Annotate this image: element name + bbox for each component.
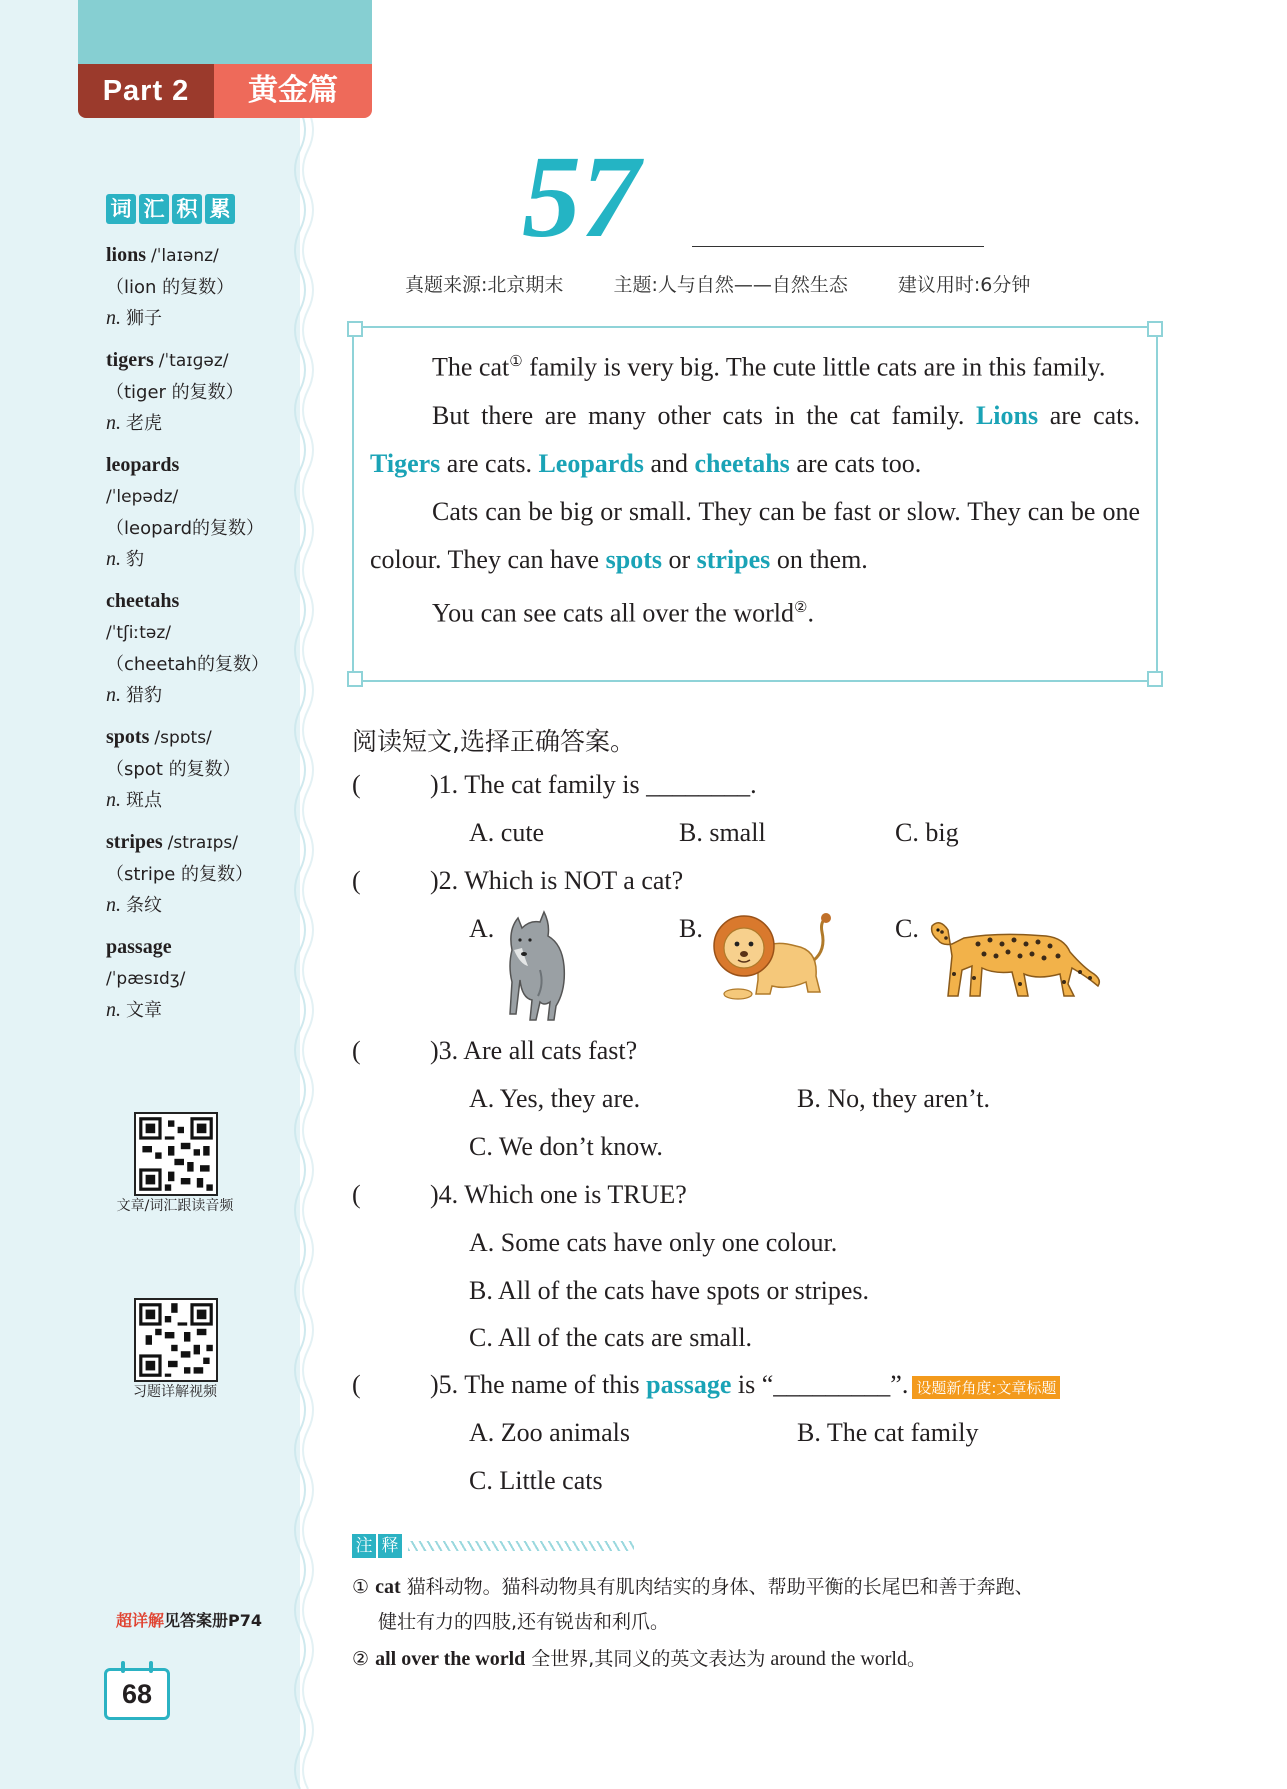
vocab-meaning: 斑点 — [126, 790, 162, 811]
frame-corner — [1147, 321, 1163, 337]
vocab-meaning: 老虎 — [126, 413, 162, 434]
note-text: 健壮有力的四肢,还有锐齿和利爪。 — [378, 1611, 670, 1633]
vocab-meaning: 猎豹 — [126, 685, 162, 706]
vocab-entry-passage — [106, 932, 296, 1026]
q1-option-a: A. cute — [469, 818, 545, 847]
vocab-entry-cheetahs — [106, 586, 296, 711]
q2-option-a: A. — [469, 914, 495, 943]
q4-option-c: C. All of the cats are small. — [469, 1323, 753, 1352]
lesson-source: 真题来源:北京期末 — [405, 274, 564, 296]
vocab-phonetic: /ˈlaɪənz/ — [151, 246, 219, 266]
title-blank-line — [692, 246, 984, 247]
vocab-phonetic: /spɒts/ — [154, 728, 212, 748]
page-number: 68 — [104, 1668, 170, 1720]
question-text: is “_________”. — [731, 1370, 909, 1399]
vocab-phonetic: /ˈpæsɪdʒ/ — [106, 969, 186, 989]
passage-text: or — [661, 544, 697, 574]
vocab-meaning: 豹 — [126, 549, 144, 570]
q5-option-a: A. Zoo animals — [469, 1418, 631, 1447]
keyword-stripes: stripes — [696, 544, 771, 574]
vocab-phonetic: /straɪps/ — [167, 833, 239, 853]
question-1 — [352, 770, 757, 800]
answer-ref-text: 见答案册P74 — [164, 1611, 263, 1630]
keyword-passage: passage — [646, 1370, 732, 1399]
note-english: around the world — [765, 1648, 907, 1670]
notes-divider — [408, 1541, 634, 1551]
note-text: 全世界,其同义的英文表达为 — [525, 1648, 766, 1670]
notes-title-char: 注 — [352, 1534, 376, 1558]
vocab-word: cheetahs — [106, 590, 180, 612]
qr-code-audio[interactable] — [134, 1112, 218, 1196]
vocab-list — [106, 240, 296, 1037]
wave-border — [292, 110, 322, 1789]
vocab-pos: n. — [106, 548, 121, 570]
reading-passage — [370, 338, 1140, 637]
vocab-note: （cheetah的复数） — [106, 654, 269, 675]
header-tab-strip — [78, 0, 372, 64]
keyword-leopards: Leopards — [538, 448, 644, 478]
q5-option-b: B. The cat family — [797, 1418, 979, 1447]
note-1 — [352, 1570, 1172, 1640]
q2-option-c: C. — [895, 914, 919, 943]
answer-paren[interactable]: ( — [352, 770, 361, 799]
answer-paren[interactable]: ( — [352, 866, 361, 895]
answer-ref-highlight: 超详解 — [116, 1611, 165, 1630]
question-5 — [352, 1370, 1060, 1400]
notes-title — [352, 1534, 634, 1558]
vocab-phonetic: /ˈlepədz/ — [106, 487, 179, 507]
vocab-word: tigers — [106, 349, 154, 371]
q4-option-b: B. All of the cats have spots or stripes. — [469, 1276, 870, 1305]
vocab-title — [106, 194, 235, 224]
question-text: )2. Which is NOT a cat? — [430, 866, 684, 895]
q1-option-c: C. big — [895, 818, 959, 847]
vocab-note: （lion 的复数） — [106, 277, 235, 298]
vocab-meaning: 文章 — [126, 1000, 162, 1021]
vocab-pos: n. — [106, 307, 121, 329]
passage-text: . — [807, 598, 814, 628]
vocab-entry-stripes — [106, 827, 296, 921]
vocab-phonetic: /ˈtaɪɡəz/ — [158, 351, 229, 371]
part-label: Part 2 — [78, 64, 214, 118]
vocab-title-char: 积 — [172, 194, 202, 224]
passage-text: family is very big. The cute little cats are in this family. — [522, 352, 1106, 382]
vocab-pos: n. — [106, 412, 121, 434]
vocab-word: stripes — [106, 831, 163, 853]
footnote-mark: ② — [793, 599, 808, 616]
notes-title-char: 释 — [378, 1534, 402, 1558]
note-mark: ① — [352, 1576, 370, 1598]
vocab-note: （tiger 的复数） — [106, 382, 244, 403]
question-instruction: 阅读短文,选择正确答案。 — [352, 727, 635, 756]
qr-code-icon — [136, 1114, 216, 1194]
qr-code-video[interactable] — [134, 1298, 218, 1382]
answer-reference — [116, 1608, 262, 1631]
footnote-mark: ① — [509, 354, 523, 370]
passage-paragraph — [370, 338, 1140, 392]
question-text: )3. Are all cats fast? — [430, 1036, 638, 1065]
vocab-entry-lions — [106, 240, 296, 334]
passage-text: and — [643, 448, 695, 478]
note-word: cat — [375, 1576, 401, 1598]
note-mark: ② — [352, 1648, 370, 1670]
q1-option-b: B. small — [679, 818, 766, 847]
note-2 — [352, 1642, 1172, 1677]
q3-option-b: B. No, they aren’t. — [797, 1084, 991, 1113]
vocab-word: spots — [106, 726, 150, 748]
q3-option-c: C. We don’t know. — [469, 1132, 663, 1161]
vocab-note: （leopard的复数） — [106, 518, 265, 539]
vocab-title-char: 词 — [106, 194, 136, 224]
passage-text: But there are many other cats in the cat family. — [432, 400, 976, 430]
lesson-number: 57 — [522, 131, 640, 262]
lesson-theme: 主题:人与自然——自然生态 — [613, 274, 848, 296]
passage-text: You can see cats all over the world — [432, 598, 794, 628]
qr-label-video: 习题详解视频 — [133, 1384, 217, 1400]
leopard-image — [928, 912, 1104, 1000]
passage-text: are cats too. — [789, 448, 922, 478]
passage-text: are cats. — [1038, 400, 1140, 430]
vocab-note: （spot 的复数） — [106, 759, 241, 780]
part-name: 黄金篇 — [214, 64, 372, 118]
vocab-meaning: 狮子 — [126, 308, 162, 329]
vocab-pos: n. — [106, 894, 121, 916]
vocab-pos: n. — [106, 999, 121, 1021]
vocab-phonetic: /ˈtʃiːtəz/ — [106, 623, 172, 643]
vocab-meaning: 条纹 — [126, 895, 162, 916]
passage-paragraph — [370, 392, 1140, 488]
answer-paren[interactable]: ( — [352, 1180, 361, 1209]
vocab-title-char: 汇 — [139, 194, 169, 224]
question-3 — [352, 1036, 637, 1066]
question-text: )1. The cat family is ________. — [430, 770, 757, 799]
question-2 — [352, 866, 683, 896]
vocab-pos: n. — [106, 789, 121, 811]
lion-image — [708, 910, 832, 1000]
vocab-entry-leopards — [106, 450, 296, 575]
frame-corner — [1147, 671, 1163, 687]
keyword-lions: Lions — [975, 400, 1039, 430]
lesson-meta — [405, 270, 1074, 297]
vocab-note: （stripe 的复数） — [106, 864, 254, 885]
note-text: 。 — [907, 1648, 927, 1670]
note-word: all over the world — [375, 1648, 526, 1670]
question-text: )4. Which one is TRUE? — [430, 1180, 687, 1209]
keyword-cheetahs: cheetahs — [694, 448, 790, 478]
passage-paragraph — [370, 584, 1140, 638]
vocab-word: leopards — [106, 454, 180, 476]
qr-label-audio: 文章/词汇跟读音频 — [116, 1198, 234, 1214]
vocab-pos: n. — [106, 684, 121, 706]
passage-paragraph — [370, 488, 1140, 584]
q3-option-a: A. Yes, they are. — [469, 1084, 641, 1113]
passage-text: on them. — [770, 544, 868, 574]
wolf-image — [500, 910, 572, 1022]
answer-paren[interactable]: ( — [352, 1036, 361, 1065]
passage-text: Cats can be big or small. They can be fast or slow. They can be one colour. They can have — [370, 496, 1140, 574]
keyword-tigers: Tigers — [370, 448, 441, 478]
answer-paren[interactable]: ( — [352, 1370, 361, 1399]
frame-corner — [347, 671, 363, 687]
keyword-spots: spots — [605, 544, 662, 574]
passage-text: The cat — [432, 352, 510, 382]
vocab-title-char: 累 — [205, 194, 235, 224]
note-text: 猫科动物。猫科动物具有肌肉结实的身体、帮助平衡的长尾巴和善于奔跑、 — [400, 1576, 1034, 1598]
new-angle-badge: 设题新角度:文章标题 — [912, 1376, 1060, 1399]
lesson-time: 建议用时:6分钟 — [897, 274, 1031, 296]
question-text: )5. The name of this — [430, 1370, 647, 1399]
q4-option-a: A. Some cats have only one colour. — [469, 1228, 838, 1257]
q5-option-c: C. Little cats — [469, 1466, 603, 1495]
passage-text: are cats. — [440, 448, 539, 478]
frame-corner — [347, 321, 363, 337]
vocab-entry-tigers — [106, 345, 296, 439]
question-4 — [352, 1180, 687, 1210]
vocab-entry-spots — [106, 722, 296, 816]
q2-option-b: B. — [679, 914, 703, 943]
qr-code-icon — [136, 1300, 216, 1380]
vocab-word: lions — [106, 244, 147, 266]
vocab-word: passage — [106, 936, 172, 958]
